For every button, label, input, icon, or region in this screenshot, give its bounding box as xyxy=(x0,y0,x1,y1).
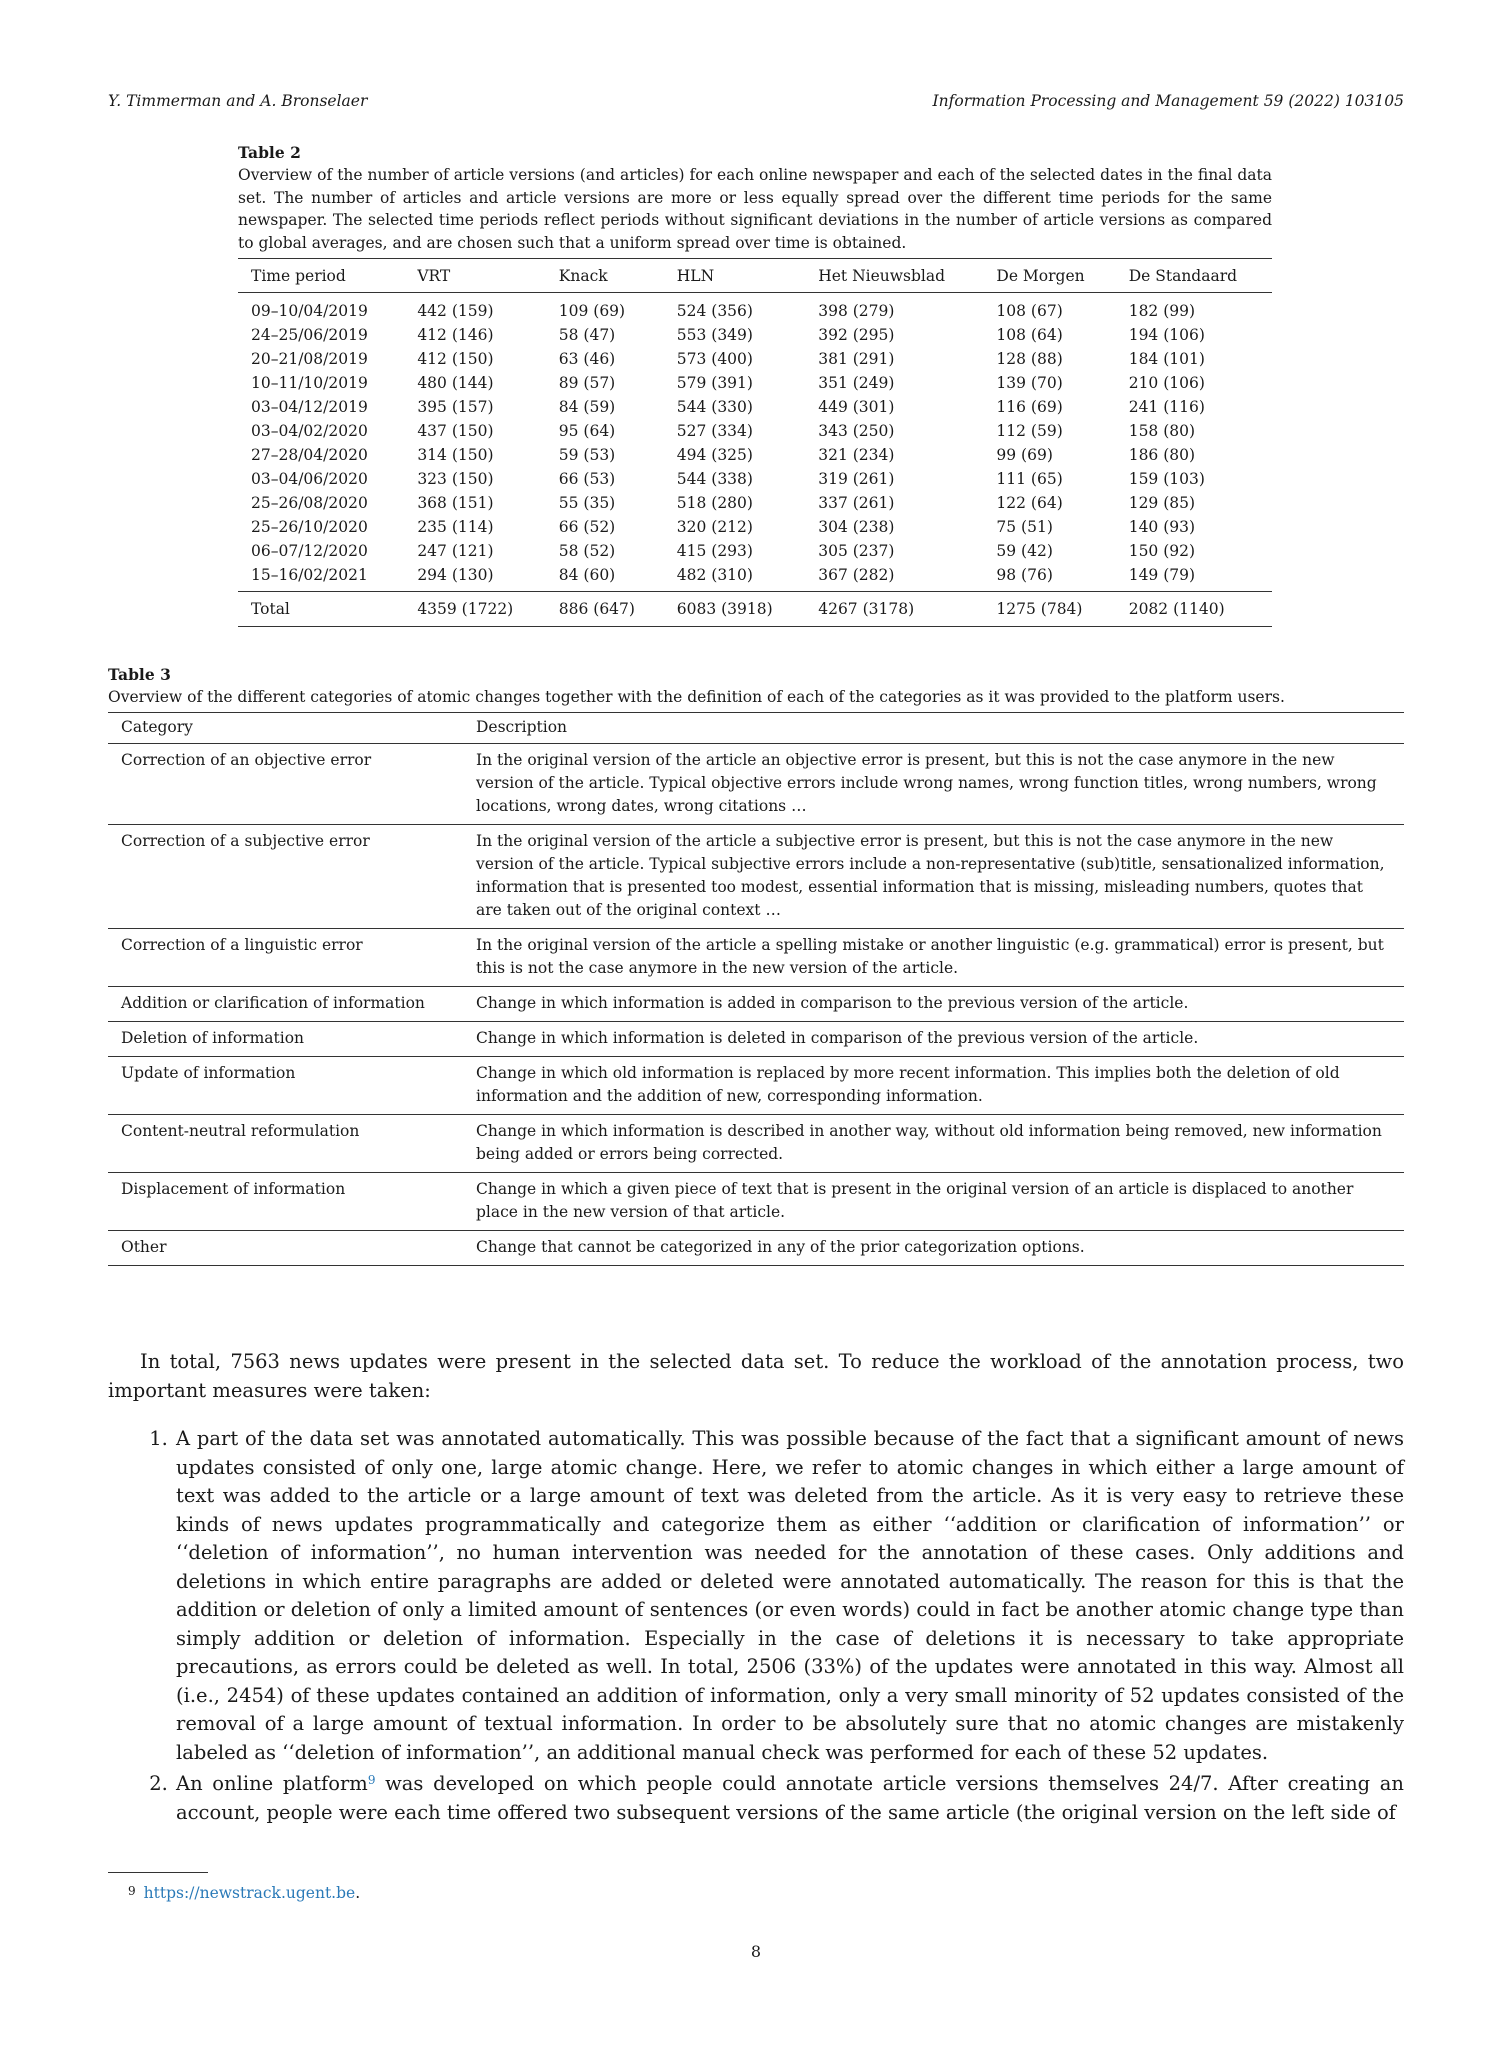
table-row xyxy=(108,1230,1404,1265)
description-cell: Change that cannot be categorized in any of the prior categorization options. xyxy=(463,1230,1404,1265)
category-cell: Displacement of information xyxy=(108,1172,463,1230)
table-cell: 527 (334) xyxy=(676,422,753,440)
table-row xyxy=(238,371,1272,395)
table-cell: 25–26/08/2020 xyxy=(251,494,368,512)
column-header: Description xyxy=(463,712,1404,743)
table-cell: 24–25/06/2019 xyxy=(251,326,368,344)
table-cell: 442 (159) xyxy=(417,302,494,320)
table-cell: 63 (46) xyxy=(558,350,616,368)
item-2-text: An online platform xyxy=(176,1772,368,1795)
table-cell: 381 (291) xyxy=(818,350,895,368)
table-row xyxy=(238,293,1272,324)
column-header: De Standaard xyxy=(1116,259,1272,293)
item-2-text-cont: was developed on which people could annotate article versions themselves 24/7. After creating an account, people were each time offered two subsequent versions of the same article (the original version on the left side of xyxy=(176,1772,1404,1824)
table-cell: 4267 (3178) xyxy=(805,592,983,627)
table-cell: 368 (151) xyxy=(417,494,494,512)
table-3-label: Table 3 xyxy=(108,665,171,684)
running-head xyxy=(108,92,1404,110)
description-cell: Change in which information is described in another way, without old information being removed, new information being added or errors being corrected. xyxy=(463,1114,1404,1172)
table-cell: 186 (80) xyxy=(1128,446,1196,464)
table-row xyxy=(108,824,1404,928)
table-row xyxy=(108,1172,1404,1230)
table-cell: 1275 (784) xyxy=(983,592,1115,627)
table-cell: 304 (238) xyxy=(818,518,895,536)
table-cell: 235 (114) xyxy=(417,518,494,536)
category-cell: Correction of a linguistic error xyxy=(108,928,463,986)
table-cell: 319 (261) xyxy=(818,470,895,488)
footnote xyxy=(128,1884,360,1902)
table-cell: 66 (52) xyxy=(558,518,616,536)
table-row xyxy=(238,395,1272,419)
table-cell: Total xyxy=(238,592,404,627)
table-cell: 159 (103) xyxy=(1128,470,1205,488)
table-row xyxy=(108,1056,1404,1114)
column-header: HLN xyxy=(664,259,805,293)
table-row xyxy=(108,743,1404,824)
table-cell: 10–11/10/2019 xyxy=(251,374,368,392)
table-row xyxy=(238,467,1272,491)
table-cell: 84 (59) xyxy=(558,398,616,416)
table-cell: 544 (330) xyxy=(676,398,753,416)
table-cell: 367 (282) xyxy=(818,566,895,584)
column-header: Category xyxy=(108,712,463,743)
table-row xyxy=(238,539,1272,563)
description-cell: Change in which a given piece of text that is present in the original version of an article is displaced to another place in the new version of that article. xyxy=(463,1172,1404,1230)
table-cell: 351 (249) xyxy=(818,374,895,392)
category-cell: Addition or clarification of information xyxy=(108,986,463,1021)
column-header: VRT xyxy=(404,259,545,293)
table-2-block xyxy=(238,142,1272,627)
table-row xyxy=(238,563,1272,592)
table-cell: 294 (130) xyxy=(417,566,494,584)
table-cell: 247 (121) xyxy=(417,542,494,560)
description-cell: Change in which old information is replaced by more recent information. This implies both the deletion of old information and the addition of new, corresponding information. xyxy=(463,1056,1404,1114)
table-cell: 140 (93) xyxy=(1128,518,1196,536)
table-cell: 480 (144) xyxy=(417,374,494,392)
category-cell: Correction of a subjective error xyxy=(108,824,463,928)
table-cell: 55 (35) xyxy=(558,494,616,512)
table-cell: 437 (150) xyxy=(417,422,494,440)
table-cell: 392 (295) xyxy=(818,326,895,344)
total-row xyxy=(238,592,1272,627)
description-cell: In the original version of the article a spelling mistake or another linguistic (e.g. grammatical) error is present, but this is not the case anymore in the new version of the article. xyxy=(463,928,1404,986)
table-cell: 122 (64) xyxy=(996,494,1063,512)
column-header: Time period xyxy=(238,259,404,293)
table-3-block xyxy=(108,664,1404,1266)
table-cell: 58 (52) xyxy=(558,542,616,560)
column-header: Knack xyxy=(546,259,664,293)
footnote-ref-link[interactable]: 9 xyxy=(367,1773,376,1787)
category-cell: Deletion of information xyxy=(108,1021,463,1056)
table-cell: 59 (53) xyxy=(558,446,616,464)
table-cell: 482 (310) xyxy=(676,566,753,584)
table-cell: 112 (59) xyxy=(996,422,1063,440)
table-cell: 4359 (1722) xyxy=(404,592,545,627)
table-cell: 395 (157) xyxy=(417,398,494,416)
table-cell: 129 (85) xyxy=(1128,494,1196,512)
intro-paragraph: In total, 7563 news updates were present in the selected data set. To reduce the workload of the annotation process, two important measures were taken: xyxy=(108,1350,1404,1402)
footnote-divider xyxy=(108,1872,208,1873)
category-cell: Content-neutral reformulation xyxy=(108,1114,463,1172)
table-cell: 182 (99) xyxy=(1128,302,1196,320)
table-cell: 494 (325) xyxy=(676,446,753,464)
table-row xyxy=(108,1021,1404,1056)
table-cell: 03–04/02/2020 xyxy=(251,422,368,440)
table-2 xyxy=(238,258,1272,627)
table-cell: 99 (69) xyxy=(996,446,1053,464)
table-cell: 415 (293) xyxy=(676,542,753,560)
table-cell: 89 (57) xyxy=(558,374,616,392)
table-cell: 2082 (1140) xyxy=(1116,592,1272,627)
table-cell: 58 (47) xyxy=(558,326,616,344)
table-cell: 66 (53) xyxy=(558,470,616,488)
table-cell: 06–07/12/2020 xyxy=(251,542,368,560)
description-cell: In the original version of the article an objective error is present, but this is not the case anymore in the new version of the article. Typical objective errors include wrong names, wrong function titles, wrong numbers, wrong locations, wrong dates, wrong citations … xyxy=(463,743,1404,824)
table-cell: 128 (88) xyxy=(996,350,1063,368)
table-cell: 343 (250) xyxy=(818,422,895,440)
table-cell: 03–04/12/2019 xyxy=(251,398,368,416)
table-cell: 108 (64) xyxy=(996,326,1063,344)
footnote-number: 9 xyxy=(128,1884,136,1898)
table-cell: 321 (234) xyxy=(818,446,895,464)
list-item xyxy=(174,1770,1404,1827)
table-cell: 412 (146) xyxy=(417,326,494,344)
table-3-caption: Overview of the different categories of atomic changes together with the definition of each of the categories as it was provided to the platform users. xyxy=(108,688,1285,706)
table-cell: 305 (237) xyxy=(818,542,895,560)
table-row xyxy=(238,323,1272,347)
table-cell: 59 (42) xyxy=(996,542,1053,560)
header-journal: Information Processing and Management 59 (2022) 103105 xyxy=(932,92,1404,110)
table-cell: 518 (280) xyxy=(676,494,753,512)
page-number: 8 xyxy=(750,1942,762,1961)
table-cell: 25–26/10/2020 xyxy=(251,518,368,536)
table-row xyxy=(108,928,1404,986)
body-text xyxy=(108,1348,1404,1830)
table-cell: 398 (279) xyxy=(818,302,895,320)
table-row xyxy=(238,347,1272,371)
table-cell: 323 (150) xyxy=(417,470,494,488)
measures-list xyxy=(108,1425,1404,1827)
table-cell: 09–10/04/2019 xyxy=(251,302,368,320)
table-row xyxy=(108,986,1404,1021)
table-cell: 449 (301) xyxy=(818,398,895,416)
table-cell: 149 (79) xyxy=(1128,566,1196,584)
table-cell: 524 (356) xyxy=(676,302,753,320)
description-cell: In the original version of the article a subjective error is present, but this is not the case anymore in the new version of the article. Typical subjective errors include a non-representative (sub)title, sensationalized information, information that is presented too modest, essential information that is missing, misleading numbers, quotes that are taken out of the original context … xyxy=(463,824,1404,928)
table-cell: 320 (212) xyxy=(676,518,753,536)
table-row xyxy=(238,419,1272,443)
table-2-caption: Overview of the number of article versions (and articles) for each online newspaper and each of the selected dates in the final data set. The number of articles and article versions are more or less equally spread over the different time periods for the same newspaper. The selected time periods reflect periods without significant deviations in the number of article versions as compared to global averages, and are chosen such that a uniform spread over time is obtained. xyxy=(238,166,1272,252)
table-row xyxy=(108,1114,1404,1172)
table-cell: 150 (92) xyxy=(1128,542,1196,560)
header-authors: Y. Timmerman and A. Bronselaer xyxy=(108,92,368,110)
table-cell: 111 (65) xyxy=(996,470,1063,488)
table-cell: 337 (261) xyxy=(818,494,895,512)
table-cell: 15–16/02/2021 xyxy=(251,566,368,584)
table-row xyxy=(238,515,1272,539)
table-cell: 109 (69) xyxy=(558,302,626,320)
column-header: De Morgen xyxy=(983,259,1115,293)
footnote-suffix: . xyxy=(355,1884,361,1902)
table-cell: 184 (101) xyxy=(1128,350,1205,368)
table-row xyxy=(238,443,1272,467)
table-cell: 412 (150) xyxy=(417,350,494,368)
table-cell: 116 (69) xyxy=(996,398,1063,416)
description-cell: Change in which information is deleted in comparison of the previous version of the article. xyxy=(463,1021,1404,1056)
table-cell: 158 (80) xyxy=(1128,422,1196,440)
column-header: Het Nieuwsblad xyxy=(805,259,983,293)
table-cell: 314 (150) xyxy=(417,446,494,464)
table-cell: 84 (60) xyxy=(558,566,616,584)
description-cell: Change in which information is added in comparison to the previous version of the article. xyxy=(463,986,1404,1021)
footnote-link[interactable]: https://newstrack.ugent.be xyxy=(143,1884,356,1902)
table-cell: 95 (64) xyxy=(558,422,616,440)
category-cell: Correction of an objective error xyxy=(108,743,463,824)
table-row xyxy=(238,491,1272,515)
table-cell: 20–21/08/2019 xyxy=(251,350,368,368)
table-cell: 553 (349) xyxy=(676,326,753,344)
table-cell: 194 (106) xyxy=(1128,326,1205,344)
table-header-row xyxy=(238,259,1272,293)
table-cell: 75 (51) xyxy=(996,518,1053,536)
table-cell: 579 (391) xyxy=(676,374,753,392)
table-cell: 108 (67) xyxy=(996,302,1063,320)
category-cell: Update of information xyxy=(108,1056,463,1114)
category-cell: Other xyxy=(108,1230,463,1265)
list-item: 1. A part of the data set was annotated automatically. This was possible because of the fact that a significant amount of news updates consisted of only one, large atomic change. Here, we refer to atomic changes in which either a large amount of text was added to the article or a large amount of text was deleted from the article. As it is very easy to retrieve these kinds of news updates programmatically and categorize them as either ‘‘addition or clarification of information’’ or ‘‘deletion of information’’, no human intervention was needed for the annotation of these cases. Only additions and deletions in which entire paragraphs are added or deleted were annotated automatically. The reason for this is that the addition or deletion of only a limited amount of sentences (or even words) could in fact be another atomic change type than simply addition or deletion of information. Especially in the case of deletions it is necessary to take appropriate precautions, as errors could be deleted as well. In total, 2506 (33%) of the updates were annotated in this way. Almost all (i.e., 2454) of these updates contained an addition of information, only a very small minority of 52 updates consisted of the removal of a large amount of textual information. In order to be absolutely sure that no atomic changes are mistakenly labeled as ‘‘deletion of information’’, an additional manual check was performed for each of these 52 updates. xyxy=(174,1425,1404,1767)
table-cell: 573 (400) xyxy=(676,350,753,368)
table-cell: 886 (647) xyxy=(546,592,664,627)
table-2-label: Table 2 xyxy=(238,143,301,162)
table-cell: 544 (338) xyxy=(676,470,753,488)
table-cell: 139 (70) xyxy=(996,374,1063,392)
table-header-row xyxy=(108,712,1404,743)
table-3 xyxy=(108,712,1404,1266)
table-cell: 03–04/06/2020 xyxy=(251,470,368,488)
table-cell: 98 (76) xyxy=(996,566,1053,584)
table-cell: 6083 (3918) xyxy=(664,592,805,627)
table-cell: 27–28/04/2020 xyxy=(251,446,368,464)
table-cell: 210 (106) xyxy=(1128,374,1205,392)
table-cell: 241 (116) xyxy=(1128,398,1205,416)
